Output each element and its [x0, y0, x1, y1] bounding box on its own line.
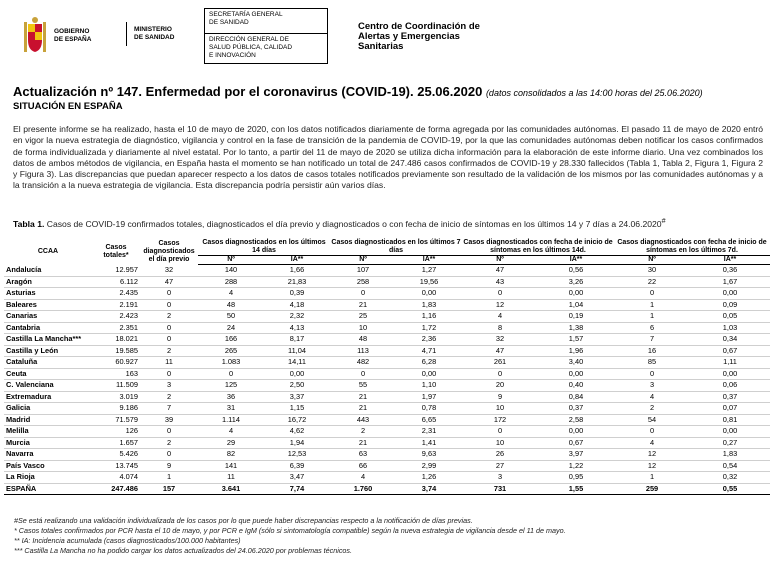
value-cell: 2,50	[264, 380, 330, 392]
value-cell: 1,22	[538, 460, 614, 472]
value-cell: 1,83	[396, 299, 462, 311]
table-row	[4, 472, 770, 484]
table-row	[4, 299, 770, 311]
value-cell: 21	[330, 403, 396, 415]
value-cell: 19.585	[92, 345, 140, 357]
section-heading: SITUACIÓN EN ESPAÑA	[13, 101, 123, 112]
value-cell: 27	[462, 460, 538, 472]
value-cell: 0,00	[538, 368, 614, 380]
value-cell: 31	[198, 403, 264, 415]
value-cell: 0,81	[690, 414, 770, 426]
value-cell: 1,55	[538, 483, 614, 495]
header-n: Nº	[330, 256, 396, 265]
value-cell: 1.114	[198, 414, 264, 426]
value-cell: 11	[140, 357, 198, 369]
value-cell: 18.021	[92, 334, 140, 346]
header-last-14-days: Casos diagnosticados en los últimos 14 días	[198, 239, 330, 256]
value-cell: 259	[614, 483, 690, 495]
value-cell: 10	[330, 322, 396, 334]
value-cell: 2.191	[92, 299, 140, 311]
value-cell: 3,97	[538, 449, 614, 461]
region-name-cell: Cantabria	[4, 322, 92, 334]
value-cell: 4	[198, 288, 264, 300]
region-name-cell: Baleares	[4, 299, 92, 311]
value-cell: 47	[462, 265, 538, 277]
value-cell: 731	[462, 483, 538, 495]
header-previous-day: Casos diagnosticados el día previo	[143, 239, 195, 263]
value-cell: 12	[462, 299, 538, 311]
footnote: * Casos totales confirmados por PCR hasta el 10 de mayo, y por PCR e IgM (sólo si sintomatología compatible) según la nueva estrategia de vigilancia desde el 11 de mayo.	[14, 526, 566, 535]
value-cell: 2,31	[396, 426, 462, 438]
value-cell: 10	[462, 403, 538, 415]
region-name-cell: Galicia	[4, 403, 92, 415]
value-cell: 9	[462, 391, 538, 403]
value-cell: 21	[330, 437, 396, 449]
value-cell: 3,37	[264, 391, 330, 403]
value-cell: 13.745	[92, 460, 140, 472]
value-cell: 43	[462, 276, 538, 288]
value-cell: 32	[462, 334, 538, 346]
table-row	[4, 449, 770, 461]
value-cell: 4	[614, 437, 690, 449]
ministry-label: MINISTERIO DE SANIDAD	[134, 26, 175, 41]
value-cell: 19,56	[396, 276, 462, 288]
value-cell: 0,37	[690, 391, 770, 403]
region-name-cell: Murcia	[4, 437, 92, 449]
value-cell: 48	[198, 299, 264, 311]
value-cell: 1,15	[264, 403, 330, 415]
table-row	[4, 414, 770, 426]
value-cell: 1,96	[538, 345, 614, 357]
value-cell: 0,27	[690, 437, 770, 449]
value-cell: 2	[140, 345, 198, 357]
table-row	[4, 391, 770, 403]
value-cell: 0,67	[538, 437, 614, 449]
value-cell: 47	[462, 345, 538, 357]
value-cell: 0	[462, 368, 538, 380]
value-cell: 29	[198, 437, 264, 449]
value-cell: 2	[140, 437, 198, 449]
value-cell: 0,32	[690, 472, 770, 484]
value-cell: 443	[330, 414, 396, 426]
table-row	[4, 334, 770, 346]
value-cell: 5.426	[92, 449, 140, 461]
region-name-cell: Castilla La Mancha***	[4, 334, 92, 346]
value-cell: 1	[614, 472, 690, 484]
value-cell: 11,04	[264, 345, 330, 357]
value-cell: 12	[614, 460, 690, 472]
table-row	[4, 403, 770, 415]
value-cell: 163	[92, 368, 140, 380]
report-date-note: (datos consolidados a las 14:00 horas del 25.06.2020)	[485, 88, 703, 98]
value-cell: 1,27	[396, 265, 462, 277]
value-cell: 24	[198, 322, 264, 334]
value-cell: 8,17	[264, 334, 330, 346]
value-cell: 39	[140, 414, 198, 426]
value-cell: 63	[330, 449, 396, 461]
ccaes-label: Centro de Coordinación de Alertas y Emergencias Sanitarias	[358, 21, 480, 52]
value-cell: 0	[462, 288, 538, 300]
value-cell: 1,67	[690, 276, 770, 288]
value-cell: 1,57	[538, 334, 614, 346]
value-cell: 0,00	[538, 426, 614, 438]
value-cell: 3	[140, 380, 198, 392]
value-cell: 4,71	[396, 345, 462, 357]
header-ia: IA**	[264, 256, 330, 265]
value-cell: 0	[140, 449, 198, 461]
value-cell: 3	[614, 380, 690, 392]
region-name-cell: La Rioja	[4, 472, 92, 484]
region-name-cell: Melilla	[4, 426, 92, 438]
value-cell: 47	[140, 276, 198, 288]
value-cell: 22	[614, 276, 690, 288]
value-cell: 0	[198, 368, 264, 380]
department-boxes	[204, 8, 328, 64]
value-cell: 0	[140, 288, 198, 300]
table-row	[4, 380, 770, 392]
value-cell: 4,18	[264, 299, 330, 311]
region-name-cell: Canarias	[4, 311, 92, 323]
value-cell: 0,07	[690, 403, 770, 415]
value-cell: 261	[462, 357, 538, 369]
value-cell: 50	[198, 311, 264, 323]
value-cell: 2,58	[538, 414, 614, 426]
header-total: Casos totales*	[103, 243, 129, 259]
value-cell: 126	[92, 426, 140, 438]
value-cell: 11	[198, 472, 264, 484]
value-cell: 1,38	[538, 322, 614, 334]
value-cell: 1,11	[690, 357, 770, 369]
value-cell: 0,95	[538, 472, 614, 484]
value-cell: 3,40	[538, 357, 614, 369]
value-cell: 0	[614, 368, 690, 380]
value-cell: 7	[140, 403, 198, 415]
region-name-cell: Asturias	[4, 288, 92, 300]
value-cell: 2.435	[92, 288, 140, 300]
value-cell: 1,16	[396, 311, 462, 323]
value-cell: 9,63	[396, 449, 462, 461]
region-name-cell: Andalucía	[4, 265, 92, 277]
value-cell: 0	[330, 368, 396, 380]
value-cell: 2.351	[92, 322, 140, 334]
value-cell: 1	[614, 299, 690, 311]
value-cell: 6,65	[396, 414, 462, 426]
table-caption: Tabla 1. Casos de COVID-19 confirmados totales, diagnosticados el día previo y diagnosticados o con fecha de inicio de síntomas en los últimos 14 y 7 días a 24.06.2020#	[13, 217, 666, 229]
value-cell: 2	[330, 426, 396, 438]
value-cell: 0,67	[690, 345, 770, 357]
value-cell: 71.579	[92, 414, 140, 426]
header-n: Nº	[462, 256, 538, 265]
header-n: Nº	[198, 256, 264, 265]
value-cell: 16,72	[264, 414, 330, 426]
value-cell: 0	[140, 299, 198, 311]
cases-table	[4, 239, 770, 495]
region-name-cell: Ceuta	[4, 368, 92, 380]
value-cell: 3	[462, 472, 538, 484]
value-cell: 2	[140, 311, 198, 323]
value-cell: 0,39	[264, 288, 330, 300]
region-name-cell: Extremadura	[4, 391, 92, 403]
value-cell: 3.019	[92, 391, 140, 403]
value-cell: 0	[140, 334, 198, 346]
value-cell: 9	[140, 460, 198, 472]
value-cell: 2,99	[396, 460, 462, 472]
value-cell: 14,11	[264, 357, 330, 369]
value-cell: 4,62	[264, 426, 330, 438]
value-cell: 0,19	[538, 311, 614, 323]
value-cell: 2	[614, 403, 690, 415]
value-cell: 0,00	[396, 288, 462, 300]
table-row	[4, 460, 770, 472]
value-cell: 7	[614, 334, 690, 346]
government-logo	[22, 8, 202, 64]
value-cell: 2	[140, 391, 198, 403]
value-cell: 1,04	[538, 299, 614, 311]
value-cell: 0,36	[690, 265, 770, 277]
coat-of-arms-icon	[22, 16, 48, 56]
value-cell: 1	[614, 311, 690, 323]
value-cell: 0,00	[396, 368, 462, 380]
value-cell: 6,28	[396, 357, 462, 369]
value-cell: 4	[330, 472, 396, 484]
report-header	[0, 0, 774, 72]
value-cell: 1,83	[690, 449, 770, 461]
value-cell: 26	[462, 449, 538, 461]
secretaria-box: SECRETARÍA GENERAL DE SANIDAD	[204, 8, 328, 34]
value-cell: 0,40	[538, 380, 614, 392]
value-cell: 6,39	[264, 460, 330, 472]
value-cell: 113	[330, 345, 396, 357]
value-cell: 0,00	[690, 368, 770, 380]
value-cell: 0,55	[690, 483, 770, 495]
table-body	[4, 265, 770, 495]
table-row	[4, 437, 770, 449]
value-cell: 8	[462, 322, 538, 334]
footnote: ** IA: Incidencia acumulada (casos diagnosticados/100.000 habitantes)	[14, 536, 241, 545]
table-row	[4, 345, 770, 357]
value-cell: 0	[140, 426, 198, 438]
government-label: GOBIERNO DE ESPAÑA	[54, 28, 92, 43]
value-cell: 482	[330, 357, 396, 369]
value-cell: 4,13	[264, 322, 330, 334]
value-cell: 157	[140, 483, 198, 495]
value-cell: 0,00	[690, 426, 770, 438]
value-cell: 7,74	[264, 483, 330, 495]
table-row	[4, 265, 770, 277]
value-cell: 6	[614, 322, 690, 334]
value-cell: 1,41	[396, 437, 462, 449]
header-ccaa: CCAA	[37, 247, 59, 255]
region-name-cell: ESPAÑA	[4, 483, 92, 495]
value-cell: 4	[462, 311, 538, 323]
value-cell: 3,26	[538, 276, 614, 288]
region-name-cell: Madrid	[4, 414, 92, 426]
value-cell: 140	[198, 265, 264, 277]
value-cell: 4.074	[92, 472, 140, 484]
region-name-cell: Cataluña	[4, 357, 92, 369]
value-cell: 9.186	[92, 403, 140, 415]
table-row	[4, 322, 770, 334]
value-cell: 141	[198, 460, 264, 472]
value-cell: 258	[330, 276, 396, 288]
table-row	[4, 288, 770, 300]
value-cell: 0	[614, 426, 690, 438]
value-cell: 1.657	[92, 437, 140, 449]
value-cell: 2,36	[396, 334, 462, 346]
value-cell: 1,72	[396, 322, 462, 334]
value-cell: 0,84	[538, 391, 614, 403]
value-cell: 48	[330, 334, 396, 346]
value-cell: 1,10	[396, 380, 462, 392]
value-cell: 247.486	[92, 483, 140, 495]
logo-divider	[126, 22, 127, 46]
header-ia: IA**	[538, 256, 614, 265]
value-cell: 25	[330, 311, 396, 323]
value-cell: 82	[198, 449, 264, 461]
value-cell: 0	[330, 288, 396, 300]
value-cell: 1,94	[264, 437, 330, 449]
header-ia: IA**	[690, 256, 770, 265]
header-last-7-days: Casos diagnosticados en los últimos 7 días	[331, 239, 461, 254]
value-cell: 1.083	[198, 357, 264, 369]
value-cell: 1,03	[690, 322, 770, 334]
value-cell: 85	[614, 357, 690, 369]
header-ia: IA**	[396, 256, 462, 265]
value-cell: 1	[140, 472, 198, 484]
value-cell: 0	[462, 426, 538, 438]
table-row	[4, 426, 770, 438]
value-cell: 60.927	[92, 357, 140, 369]
value-cell: 0	[140, 368, 198, 380]
value-cell: 3,47	[264, 472, 330, 484]
value-cell: 172	[462, 414, 538, 426]
value-cell: 0,05	[690, 311, 770, 323]
table-row	[4, 357, 770, 369]
value-cell: 20	[462, 380, 538, 392]
header-n: Nº	[614, 256, 690, 265]
value-cell: 0,37	[538, 403, 614, 415]
region-name-cell: C. Valenciana	[4, 380, 92, 392]
value-cell: 1,97	[396, 391, 462, 403]
total-row	[4, 483, 770, 495]
value-cell: 21	[330, 299, 396, 311]
value-cell: 4	[198, 426, 264, 438]
region-name-cell: País Vasco	[4, 460, 92, 472]
table-row	[4, 311, 770, 323]
table-row	[4, 276, 770, 288]
value-cell: 55	[330, 380, 396, 392]
intro-paragraph: El presente informe se ha realizado, hasta el 10 de mayo de 2020, con los datos notificados diariamente de forma agregada por las comunidades autónomas. El pasado 11 de mayo de 2020 entró en vigor la nueva estrategia de diagnóstico, vigilancia y control en la fase de transición de la pandemia de COVID-19, por la que las comunidades autónomas deben notificar los casos confirmados de forma individualizada y diariamente al nivel estatal. Por lo tanto, a partir del 11 de mayo de 2020 se utiliza dicha información para la elaboración de este informe diario. Una vez combinados los datos de ambos métodos de vigilancia, en España hasta el momento se han notificado un total de 247.486 casos confirmados de COVID-19 y 28.330 fallecidos (Tabla 1, Tabla 2, Figura 1, Figura 2 y Figura 3). Las discrepancias que puedan aparecer respecto a los datos de casos totales notificados previamente son resultado de la validación de los mismos por las comunidades autónomas y a la transición a la nueva estrategia de vigilancia. Esta discrepancia podría persistir aún varios días.	[13, 124, 763, 191]
header-onset-14-days: Casos diagnosticados con fecha de inicio de síntomas en los últimos 14d.	[463, 239, 613, 254]
value-cell: 0,00	[538, 288, 614, 300]
region-name-cell: Castilla y León	[4, 345, 92, 357]
value-cell: 0,78	[396, 403, 462, 415]
value-cell: 1,66	[264, 265, 330, 277]
value-cell: 11.509	[92, 380, 140, 392]
value-cell: 0,34	[690, 334, 770, 346]
value-cell: 0	[140, 322, 198, 334]
value-cell: 1,26	[396, 472, 462, 484]
value-cell: 125	[198, 380, 264, 392]
value-cell: 32	[140, 265, 198, 277]
value-cell: 0,00	[690, 288, 770, 300]
table-row	[4, 368, 770, 380]
value-cell: 0,56	[538, 265, 614, 277]
value-cell: 0	[614, 288, 690, 300]
report-title: Actualización nº 147. Enfermedad por el coronavirus (COVID-19). 25.06.2020 (datos consolidados a las 14:00 horas del 25.06.2020)	[13, 84, 703, 99]
value-cell: 12,53	[264, 449, 330, 461]
value-cell: 0,06	[690, 380, 770, 392]
value-cell: 6.112	[92, 276, 140, 288]
value-cell: 288	[198, 276, 264, 288]
value-cell: 166	[198, 334, 264, 346]
header-onset-7-days: Casos diagnosticados con fecha de inicio de síntomas en los últimos 7d.	[614, 239, 770, 256]
value-cell: 2,32	[264, 311, 330, 323]
value-cell: 16	[614, 345, 690, 357]
value-cell: 265	[198, 345, 264, 357]
value-cell: 36	[198, 391, 264, 403]
value-cell: 30	[614, 265, 690, 277]
value-cell: 3.641	[198, 483, 264, 495]
value-cell: 12	[614, 449, 690, 461]
region-name-cell: Navarra	[4, 449, 92, 461]
footnote: #Se está realizando una validación individualizada de los casos por lo que puede haber discrepancias respecto a la notificación de días previas.	[14, 516, 473, 525]
value-cell: 0,54	[690, 460, 770, 472]
value-cell: 2.423	[92, 311, 140, 323]
value-cell: 1.760	[330, 483, 396, 495]
value-cell: 3,74	[396, 483, 462, 495]
value-cell: 0,00	[264, 368, 330, 380]
value-cell: 4	[614, 391, 690, 403]
region-name-cell: Aragón	[4, 276, 92, 288]
value-cell: 21	[330, 391, 396, 403]
table-footnotes	[14, 516, 566, 556]
value-cell: 0,09	[690, 299, 770, 311]
value-cell: 12.957	[92, 265, 140, 277]
value-cell: 66	[330, 460, 396, 472]
value-cell: 21,83	[264, 276, 330, 288]
value-cell: 107	[330, 265, 396, 277]
direccion-box: DIRECCIÓN GENERAL DE SALUD PÚBLICA, CALIDAD E INNOVACIÓN	[204, 34, 328, 64]
value-cell: 10	[462, 437, 538, 449]
value-cell: 54	[614, 414, 690, 426]
footnote: *** Castilla La Mancha no ha podido cargar los datos actualizados del 24.06.2020 por problemas técnicos.	[14, 546, 353, 555]
